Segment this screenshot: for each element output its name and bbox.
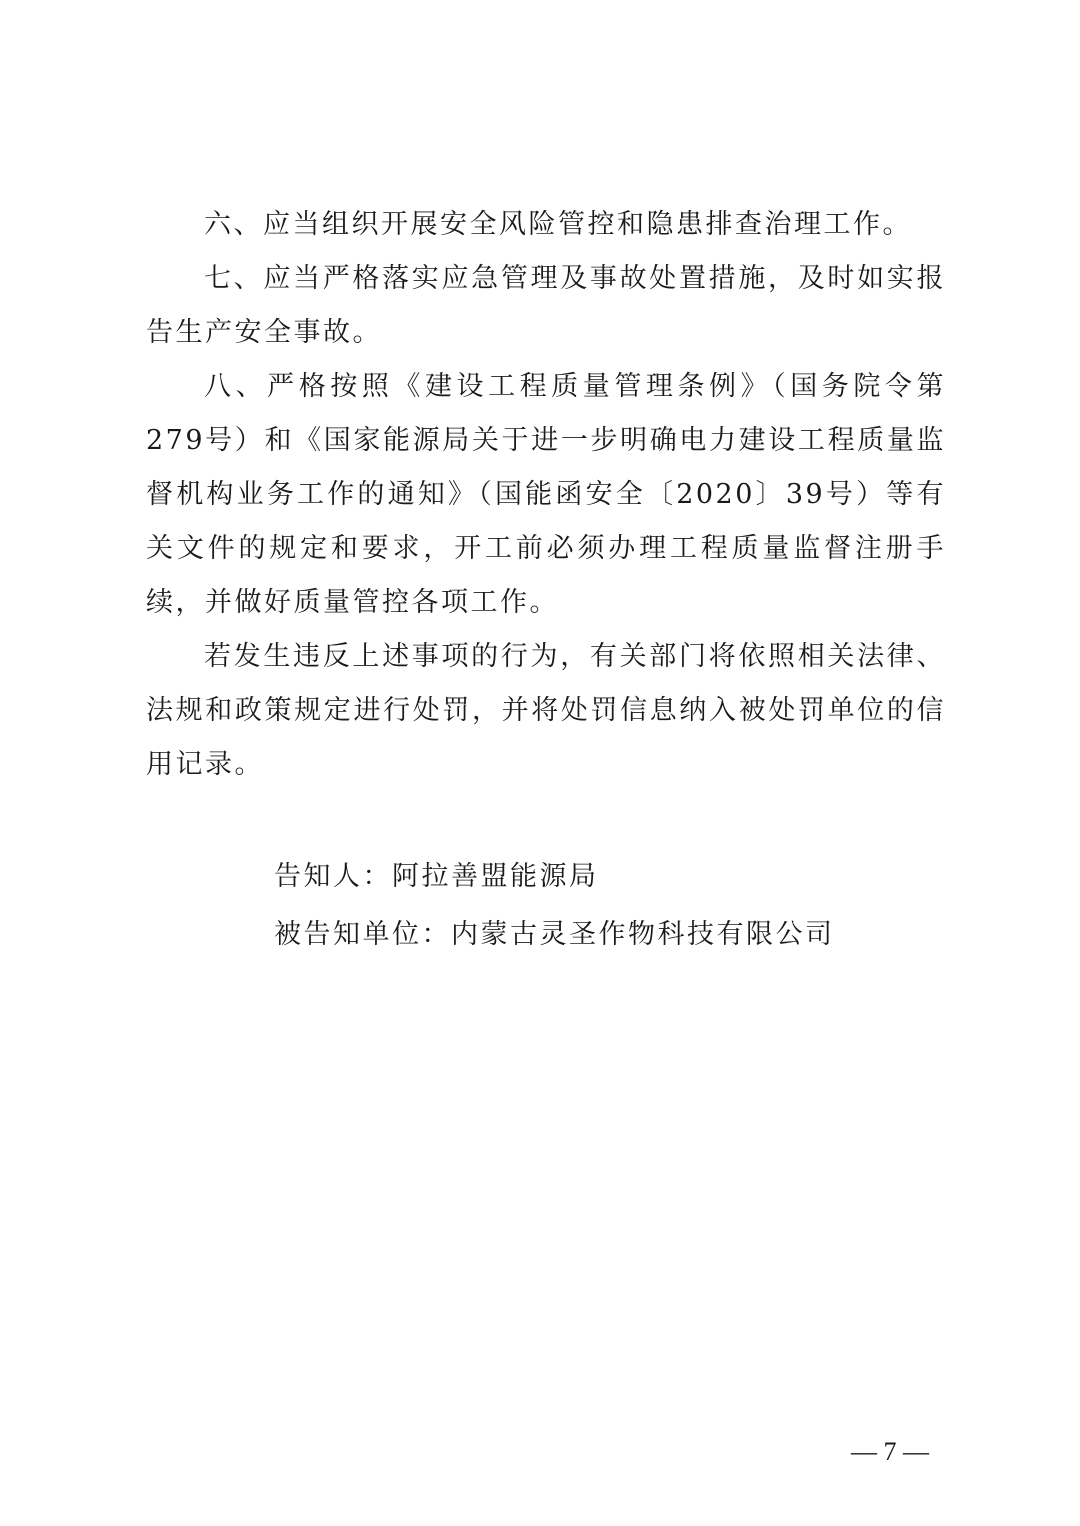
paragraph-item-8: 八、严格按照《建设工程质量管理条例》（国务院令第279号）和《国家能源局关于进一步明确电力建设工程质量监督机构业务工作的通知》（国能函安全〔2020〕39号）等有关文件的规定和要求，开工前必须办理工程质量监督注册手续，并做好质量管控各项工作。: [146, 371, 946, 618]
notifier-line: 告知人：阿拉善盟能源局: [274, 861, 599, 892]
paragraph-item-6: 六、应当组织开展安全风险管控和隐患排查治理工作。: [204, 209, 912, 240]
signature-block: [274, 848, 974, 964]
page-number: — 7 —: [851, 1437, 929, 1466]
paragraph-penalty-notice: 若发生违反上述事项的行为，有关部门将依照相关法律、法规和政策规定进行处罚，并将处罚信息纳入被处罚单位的信用记录。: [146, 641, 946, 780]
notified-unit-line: 被告知单位：内蒙古灵圣作物科技有限公司: [274, 919, 835, 950]
document-body: [146, 198, 946, 792]
paragraph-item-7: 七、应当严格落实应急管理及事故处置措施，及时如实报告生产安全事故。: [146, 263, 946, 348]
